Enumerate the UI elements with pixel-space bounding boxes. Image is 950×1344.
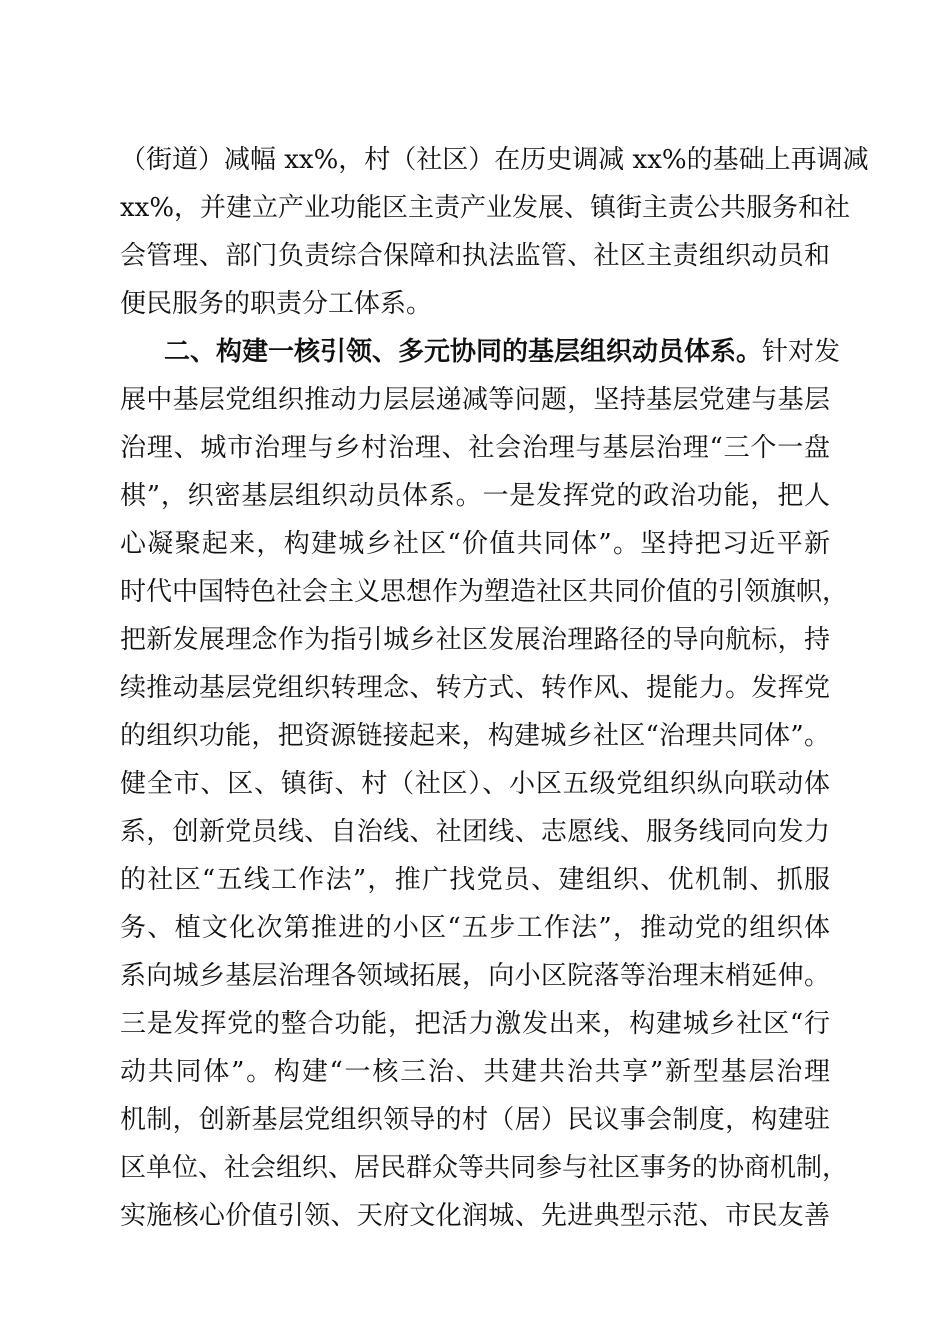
text-line: 心凝聚起来，构建城乡社区“价值共同体”。坚持把习近平新 (120, 529, 830, 559)
text-line: 区单位、社会组织、居民群众等共同参与社区事务的协商机制， (120, 1153, 849, 1183)
text-line: 续推动基层党组织转理念、转方式、转作风、提能力。发挥党 (120, 673, 830, 703)
text-line: 便民服务的职责分工体系。 (120, 289, 433, 319)
text-fragment: 针对发 (762, 337, 841, 367)
text-line: 时代中国特色社会主义思想作为塑造社区共同价值的引领旗帜， (120, 577, 849, 607)
section-heading-line (120, 331, 841, 373)
text-line: 三是发挥党的整合功能，把活力激发出来，构建城乡社区“行 (120, 1009, 830, 1039)
text-line: 的组织功能，把资源链接起来，构建城乡社区“治理共同体”。 (120, 721, 830, 751)
text-line: 把新发展理念作为指引城乡社区发展治理路径的导向航标，持 (120, 625, 830, 655)
text-line: xx%，并建立产业功能区主责产业发展、镇街主责公共服务和社 (120, 193, 851, 223)
text-line: 实施核心价值引领、天府文化润城、先进典型示范、市民友善 (120, 1201, 830, 1231)
text-line: 棋”，织密基层组织动员体系。一是发挥党的政治功能，把人 (120, 481, 830, 511)
text-line: （街道）减幅 xx%，村（社区）在历史调减 xx%的基础上再调减 (120, 145, 869, 175)
text-line: 务、植文化次第推进的小区“五步工作法”，推动党的组织体 (120, 913, 830, 943)
text-line: 系，创新党员线、自治线、社团线、志愿线、服务线同向发力 (120, 817, 830, 847)
text-line: 机制，创新基层党组织领导的村（居）民议事会制度，构建驻 (120, 1105, 830, 1135)
text-line: 治理、城市治理与乡村治理、社会治理与基层治理“三个一盘 (120, 433, 830, 463)
text-line: 的社区“五线工作法”，推广找党员、建组织、优机制、抓服 (120, 865, 830, 895)
text-line: 系向城乡基层治理各领域拓展，向小区院落等治理末梢延伸。 (120, 961, 830, 991)
section-heading: 二、构建一核引领、多元协同的基层组织动员体系。 (164, 337, 763, 367)
text-line: 会管理、部门负责综合保障和执法监管、社区主责组织动员和 (120, 241, 830, 271)
text-line: 健全市、区、镇街、村（社区）、小区五级党组织纵向联动体 (120, 769, 830, 799)
text-line: 动共同体”。构建“一核三治、共建共治共享”新型基层治理 (120, 1057, 830, 1087)
text-line: 展中基层党组织推动力层层递减等问题，坚持基层党建与基层 (120, 385, 830, 415)
